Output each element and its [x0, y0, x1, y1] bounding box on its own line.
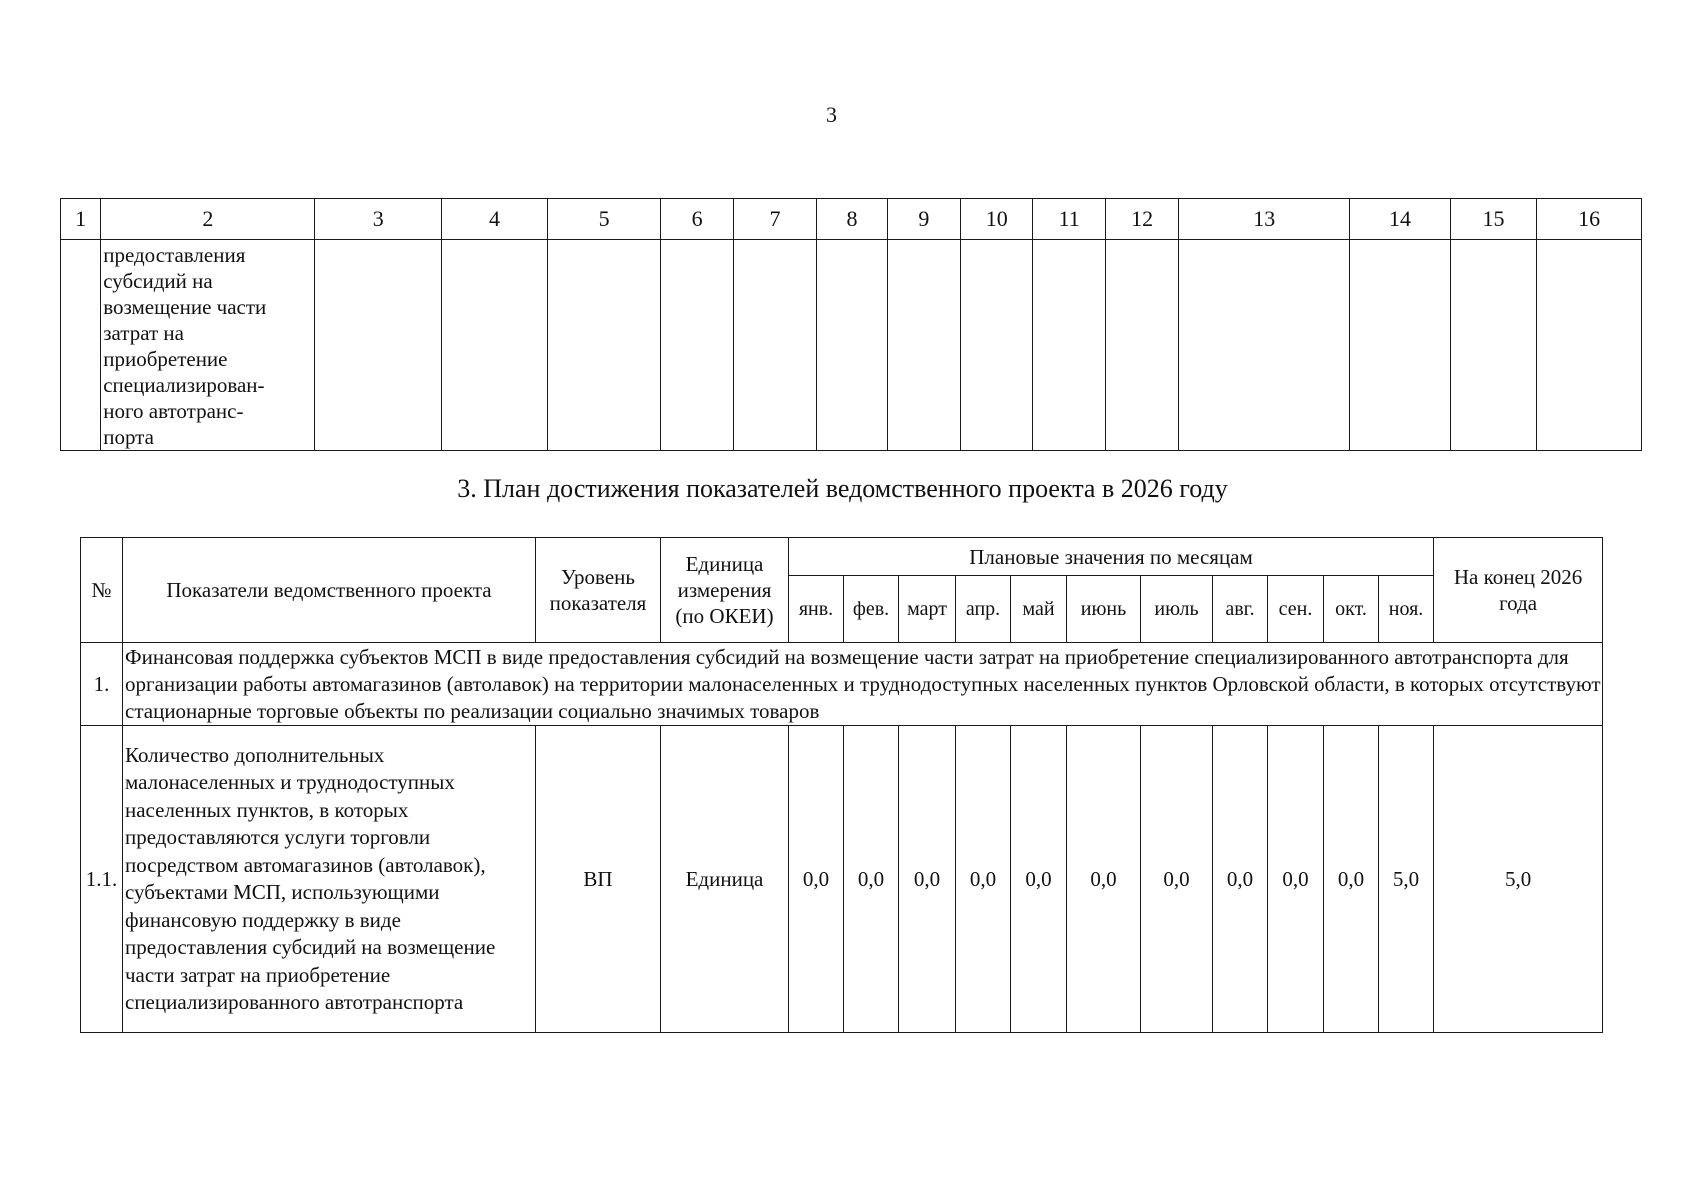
header-month: июль: [1141, 576, 1213, 643]
month-value: 0,0: [1141, 726, 1213, 1033]
month-value: 0,0: [844, 726, 899, 1033]
column-number: 10: [961, 199, 1033, 240]
column-number: 11: [1033, 199, 1105, 240]
empty-cell: [661, 240, 733, 451]
column-number: 2: [101, 199, 315, 240]
header-number: №: [81, 538, 123, 643]
header-level: Уровень показателя: [536, 538, 661, 643]
header-month: апр.: [956, 576, 1011, 643]
month-value: 0,0: [899, 726, 956, 1033]
month-value: 5,0: [1379, 726, 1434, 1033]
month-value: 0,0: [1324, 726, 1379, 1033]
header-monthly: Плановые значения по месяцам: [789, 538, 1434, 576]
metric-number: 1.1.: [81, 726, 123, 1033]
header-month: сен.: [1268, 576, 1324, 643]
header-month: март: [899, 576, 956, 643]
empty-cell: [1033, 240, 1105, 451]
month-value: 0,0: [1213, 726, 1268, 1033]
empty-cell: [1537, 240, 1642, 451]
month-value: 0,0: [1268, 726, 1324, 1033]
continuation-text-cell: предоставления субсидий на возмещение части затрат на приобретение специализирован- ного автотранс- порта: [101, 240, 315, 451]
month-value: 0,0: [1067, 726, 1141, 1033]
metric-unit: Единица: [661, 726, 789, 1033]
empty-cell: [442, 240, 548, 451]
column-number: 4: [442, 199, 548, 240]
month-value: 0,0: [789, 726, 844, 1033]
header-month: июнь: [1067, 576, 1141, 643]
metric-level: ВП: [536, 726, 661, 1033]
column-number: 13: [1179, 199, 1350, 240]
empty-cell: [61, 240, 101, 451]
header-month: авг.: [1213, 576, 1268, 643]
header-month: янв.: [789, 576, 844, 643]
empty-cell: [547, 240, 661, 451]
section-row: [81, 643, 1603, 726]
column-number: 16: [1537, 199, 1642, 240]
continuation-row: [61, 240, 1642, 451]
column-number: 14: [1350, 199, 1451, 240]
continuation-header-row: [61, 199, 1642, 240]
column-number: 1: [61, 199, 101, 240]
empty-cell: [1105, 240, 1178, 451]
header-month: май: [1011, 576, 1067, 643]
header-end-of-year: На конец 2026 года: [1434, 538, 1603, 643]
section-number: 1.: [81, 643, 123, 726]
section-description: Финансовая поддержка субъектов МСП в виде предоставления субсидий на возмещение части затрат на приобретение специализированного автотранспорта для организации работы автомагазинов (автолавок) на территории малонаселенных и труднодоступных населенных пунктов Орловской области, в которых отсутствуют стационарные торговые объекты по реализации социально значимых товаров: [123, 643, 1603, 726]
end-of-year-value: 5,0: [1434, 726, 1603, 1033]
metric-name: Количество дополнительных малонаселенных и труднодоступных населенных пунктов, в которых предоставляются услуги торговли посредством автомагазинов (автолавок), субъектами МСП, использующими финансовую поддержку в виде предоставления субсидий на возмещение части затрат на приобретение специализированного автотранспорта: [123, 726, 536, 1033]
empty-cell: [817, 240, 887, 451]
section-title: 3. План достижения показателей ведомственного проекта в 2026 году: [457, 474, 1228, 503]
empty-cell: [733, 240, 816, 451]
empty-cell: [1350, 240, 1451, 451]
metric-row: [81, 726, 1603, 1033]
month-value: 0,0: [1011, 726, 1067, 1033]
plan-header-row: [81, 538, 1603, 576]
continuation-table: [60, 198, 1642, 451]
column-number: 7: [733, 199, 816, 240]
empty-cell: [887, 240, 960, 451]
column-number: 3: [315, 199, 442, 240]
empty-cell: [315, 240, 442, 451]
header-month: окт.: [1324, 576, 1379, 643]
empty-cell: [1179, 240, 1350, 451]
column-number: 15: [1450, 199, 1536, 240]
plan-table: [80, 537, 1603, 1033]
month-value: 0,0: [956, 726, 1011, 1033]
header-indicator: Показатели ведомственного проекта: [123, 538, 536, 643]
page-number: 3: [826, 102, 837, 127]
header-unit: Единица измерения (по ОКЕИ): [661, 538, 789, 643]
empty-cell: [1450, 240, 1536, 451]
header-month: ноя.: [1379, 576, 1434, 643]
column-number: 6: [661, 199, 733, 240]
column-number: 12: [1105, 199, 1178, 240]
column-number: 8: [817, 199, 887, 240]
column-number: 5: [547, 199, 661, 240]
empty-cell: [961, 240, 1033, 451]
column-number: 9: [887, 199, 960, 240]
header-month: фев.: [844, 576, 899, 643]
